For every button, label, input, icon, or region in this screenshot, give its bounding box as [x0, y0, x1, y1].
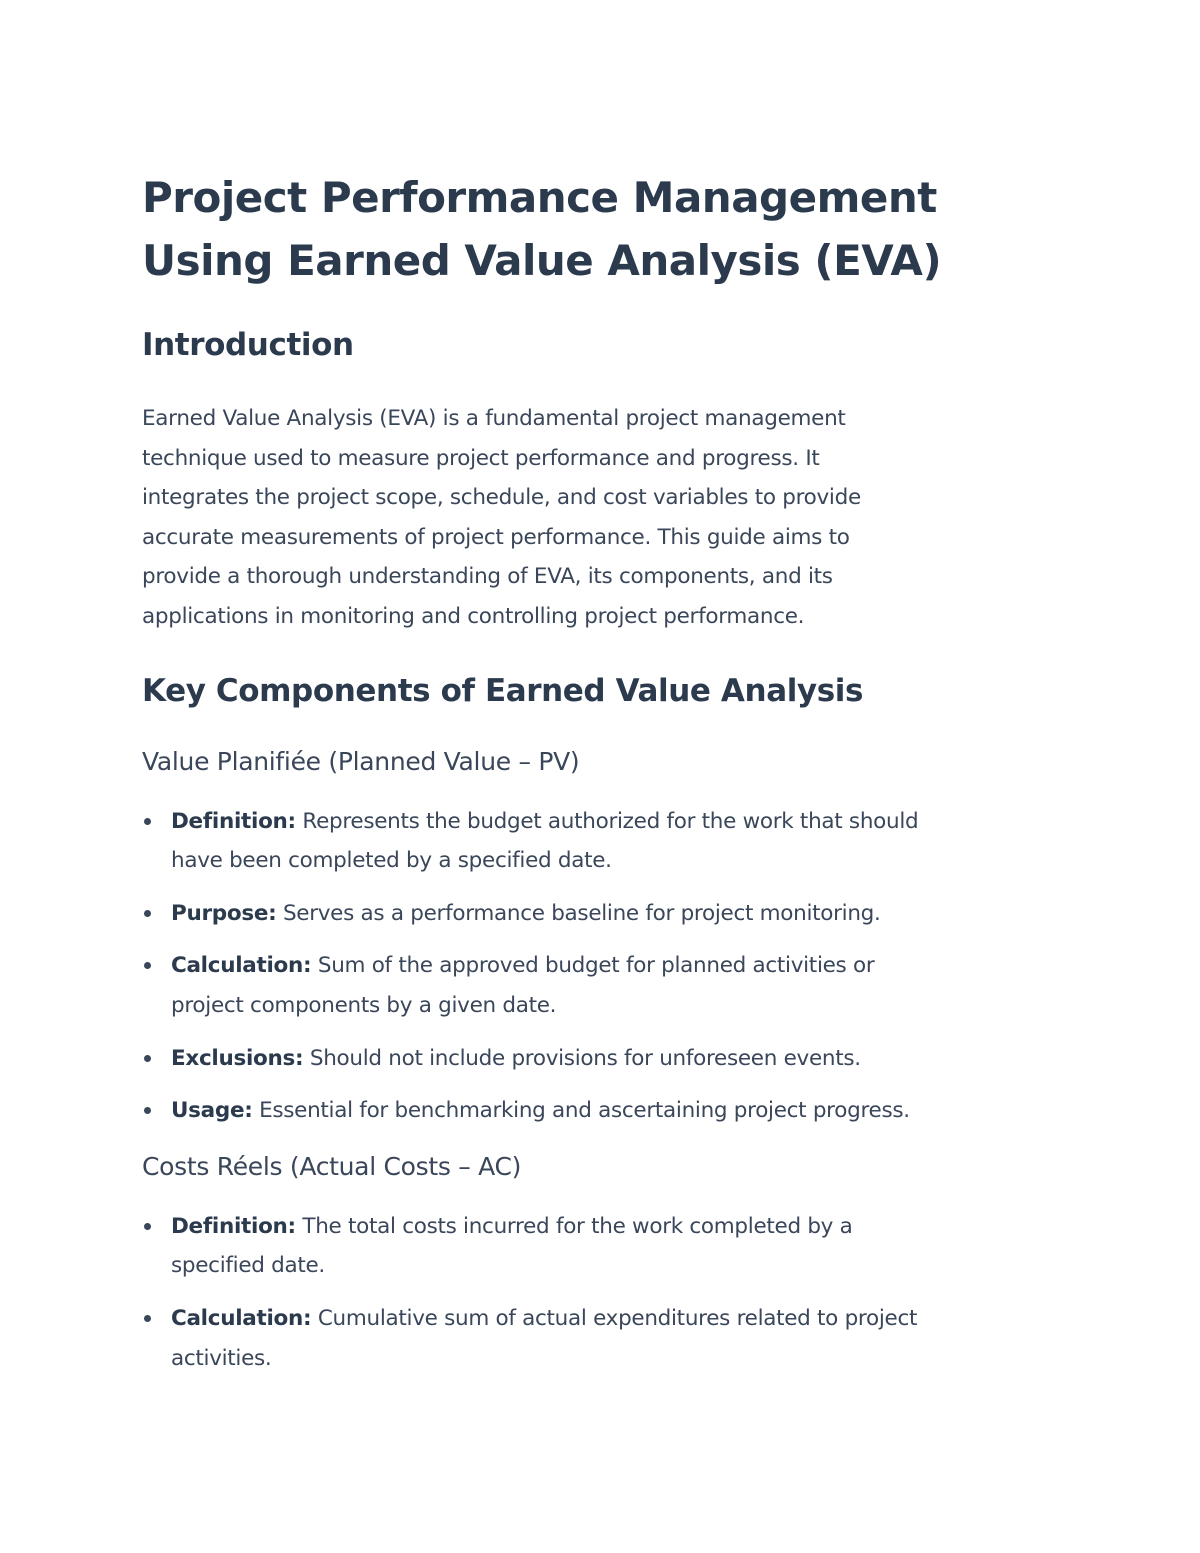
item-text-continued: specified date.: [171, 1253, 325, 1279]
actual-costs-heading: Costs Réels (Actual Costs – AC): [142, 1151, 522, 1181]
intro-line: accurate measurements of project performance. This guide aims to: [142, 524, 850, 550]
bullet-icon: [144, 910, 151, 917]
item-text: Should not include provisions for unforeseen events.: [303, 1045, 861, 1071]
intro-line: integrates the project scope, schedule, and cost variables to provide: [142, 485, 861, 511]
list-item: [142, 802, 1042, 881]
list-item: [142, 1299, 1042, 1378]
intro-line: Earned Value Analysis (EVA) is a fundamental project management: [142, 406, 846, 431]
title-line-2: Using Earned Value Analysis (EVA): [142, 236, 942, 285]
intro-line: technique used to measure project performance and progress. It: [142, 445, 820, 471]
actual-costs-list: [142, 1207, 1042, 1378]
item-text: Sum of the approved budget for planned activities or: [311, 953, 875, 979]
item-term: Definition:: [171, 808, 296, 834]
item-term: Definition:: [171, 1213, 296, 1239]
bullet-icon: [144, 818, 151, 825]
intro-line: applications in monitoring and controlling project performance.: [142, 603, 805, 629]
list-item: [142, 1207, 1042, 1286]
title-line-1: Project Performance Management: [142, 173, 937, 222]
item-text: The total costs incurred for the work completed by a: [295, 1213, 853, 1239]
document-title: [142, 166, 1042, 292]
item-text: Essential for benchmarking and ascertaining project progress.: [252, 1098, 910, 1124]
list-item: [142, 946, 1042, 1025]
planned-value-list: [142, 802, 1042, 1131]
item-term: Exclusions:: [171, 1045, 304, 1071]
item-text-continued: have been completed by a specified date.: [171, 848, 612, 874]
bullet-icon: [144, 962, 151, 969]
item-text-continued: project components by a given date.: [171, 992, 557, 1018]
item-text: Serves as a performance baseline for project monitoring.: [276, 900, 881, 926]
list-item: [142, 1039, 1042, 1079]
key-components-heading: Key Components of Earned Value Analysis: [142, 672, 864, 709]
item-term: Purpose:: [171, 900, 277, 926]
introduction-heading: Introduction: [142, 327, 354, 363]
item-text: Cumulative sum of actual expenditures related to project: [311, 1305, 918, 1331]
planned-value-heading: Value Planifiée (Planned Value – PV): [142, 746, 580, 776]
intro-line: provide a thorough understanding of EVA, its components, and its: [142, 564, 833, 590]
document-page: [142, 166, 1042, 1391]
item-text-continued: activities.: [171, 1345, 272, 1371]
item-term: Usage:: [171, 1098, 253, 1124]
introduction-paragraph: [142, 399, 1042, 637]
list-item: [142, 894, 1042, 934]
bullet-icon: [144, 1107, 151, 1114]
bullet-icon: [144, 1223, 151, 1230]
bullet-icon: [144, 1315, 151, 1322]
item-text: Represents the budget authorized for the work that should: [295, 808, 919, 834]
bullet-icon: [144, 1055, 151, 1062]
item-term: Calculation:: [171, 1305, 312, 1331]
list-item: [142, 1091, 1042, 1131]
item-term: Calculation:: [171, 953, 312, 979]
